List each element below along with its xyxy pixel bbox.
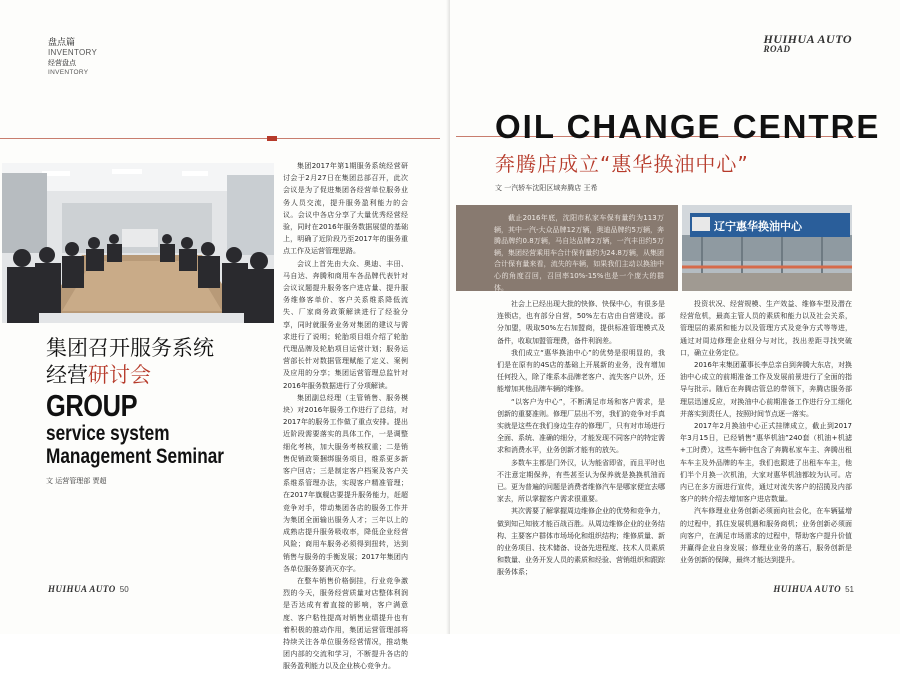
right-article-col1 (497, 298, 665, 579)
paragraph: 在整车销售价格倒挂，行业竞争激烈的今天，服务经营质量对店整体利润是否达成有着直接的影响，客户满意度、客户粘性提高对销售业绩提升也有着积极的推动作用，集团运营管理部将持续关注各单位服务经营情况，推动集团内部的交流和学习，不断提升各店的服务盈利能力以及企业核心竞争力。 (283, 576, 408, 671)
title-en-line2: service system (46, 422, 170, 445)
paragraph: 2017年2月换油中心正式挂牌成立，截止到2017年3月15日，已经销售“惠华机油”240套（机油+机滤+工时费），这些车辆中包含了奔腾私家车主、奔腾出租车车主及外品牌的车主，我们也跟进了出租车车主，他们半个月换一次机油，大家对惠华机油都较为认可。店内已在多方面进行宣传，通过对流失客户的招揽及内部客户的转介绍去增加客户进店数量。 (680, 422, 852, 504)
paragraph: 社会上已经出现大批的快修、快保中心，有很多是连锁店，也有部分自营，50%左右店由自营建设。部分加盟，吸取50%左右加盟商，提供标准管理模式及备件，收取加盟管理费，备件利润差。 (497, 300, 665, 345)
left-footer (48, 584, 129, 595)
subsection-en: INVENTORY (48, 69, 89, 76)
magazine-logo-right: HUIHUA AUTO (773, 584, 842, 594)
lead-text: 截止2016年底，沈阳市私家车保有量约为113万辆，其中一汽-大众品牌12万辆，奥迪品牌约5万辆，奔腾品牌约0.8万辆，马自达品牌2万辆，一汽丰田约5万辆，集团经营乘用车合计保有量约为24.8万辆，从集团合计保有量来看，流失的车辆，如果我们主动以换油中心的角度召回，召回率10%-15%也是一个庞大的群体。 (494, 214, 664, 292)
left-article-body (283, 160, 408, 673)
paragraph: 汽车修理业业务创新必须面向社会化，在车辆猛增的过程中，抓住发展机遇和服务商机；业务创新必须面向客户，在满足市场需求的过程中，帮助客户提升价值并赢得企业自身发展；修理业业务的落石，服务创新是业务创新的保障，最终才能达到提升。 (680, 507, 852, 565)
section-zh: 盘点篇 (48, 38, 76, 48)
paragraph: 会议上首先由大众、奥迪、丰田、马自达、奔腾和商用车各品牌代表针对会议议题提升服务客户进店量、提升服务维修客单价、客户关系维系降低流失、厂家商务政策解读进行了经验分享，同时就服务业务对集团的建议与需求进行了说明；轮胎项目组介绍了轮胎代理品牌及轮胎项目运营计划；服务运营部长针对数据管理赋能了定义、案例及应用的分享；集团运营管理总监针对2016年服务数据进行了分项解读。 (283, 259, 408, 390)
paragraph: 其次需要了解掌握周边维修企业的优势和竞争力，做到知己知彼才能百战百胜。从周边维修企业的业务结构、主要客户群体市场场化和组织结构；维修质量、新的业务项目、技术储备、设备先进程度、技术人员素质和数量、业务开发人员的素质和经验、营销组织和跟踪服务体系； (497, 507, 665, 577)
title-zh-line2 (46, 362, 214, 389)
lead-paragraph-box (456, 205, 678, 291)
logo-main: HUIHUA AUTO (763, 32, 852, 46)
section-header (48, 38, 97, 78)
paragraph: 集团副总经理（主管销售、服务模块）对2016年服务工作进行了总结，对2017年的服务工作做了重点安排。提出近阶段需要落实的具体工作，一是调整细化考核，加大服务考核权重；二是销售促销政策捆绑服务项目，维系更多新客户回店；三是制定客户档案及客户关系维系管理办法，实现客户精准管理；在2017年旗舰店要提升服务能力，赶超竞争对手，带动集团各店的服务工作并为集团全面输出服务人才；三年以上的成熟店提升服务吸收率，降低企业经营风险；商用车服务必须得到扭转，达到销售与服务的手衡发展；2017年集团内各单位服务要消灭亦字。 (283, 393, 408, 573)
title-zh-line1: 集团召开服务系统 (46, 336, 214, 360)
subsection-zh: 经营盘点 (48, 59, 76, 67)
paragraph: 我们成立“惠华换油中心”的优势是很明显的，我们是在原有的4S店的基础上开展新的业务，没有增加任何投入，除了维系本品牌老客户、流失客户以外，还能增加其他品牌车辆的维修。 (497, 348, 665, 394)
divider-rule (0, 138, 440, 139)
title-en-line1: GROUP (46, 388, 138, 423)
magazine-logo: HUIHUA AUTO (48, 584, 116, 594)
paragraph: “以客户为中心”，不断满足市场和客户需求，是创新的重要准则。修理厂层出不穷，我们的竞争对手真实就是这些在我们身边生存的修理厂，只有对市场进行全面、系统、准确的细分，才能发现不同客户的特定需求和消费水平，业务创新才能有的放矢。 (497, 397, 665, 455)
paragraph: 投资状况、经营规模、生产效益、维修车型及潜在经营危机，最高主管人员的素质和能力以及社会关系，管理层的素质和能力以及管理方式及竞争方式等等进，通过对周边修理企业细分与对比，找出差距寻找突破口，确立业务定位。 (680, 300, 852, 357)
title-zh-part: 经营 (46, 363, 88, 387)
logo-sub: ROAD (763, 44, 791, 54)
masthead-logo (763, 34, 852, 54)
article-title-en (46, 390, 263, 468)
author-credit: 文 运营管理部 贾超 (46, 477, 107, 485)
right-footer (773, 584, 854, 595)
title-zh-highlight: 研讨会 (88, 363, 151, 387)
meeting-photo (2, 163, 274, 323)
author-credit-right: 文 一汽轿车沈阳区域奔腾店 王希 (495, 184, 598, 192)
divider-accent (267, 136, 277, 141)
left-page (0, 0, 450, 671)
page-number-right: 51 (845, 585, 854, 594)
title-en-line3: Management Seminar (46, 445, 225, 468)
oil-centre-photo (682, 205, 852, 291)
article-title-zh (46, 335, 214, 389)
sign-text: 辽宁惠华换油中心 (714, 220, 802, 233)
paragraph: 2016年末集团董事长李总亲自到奔腾大东店，对换油中心成立的前期准备工作及发展前景进行了全面的指导与批示。随后在奔腾店管总的带领下，奔腾店服务部理层迅速反应，对换油中心前期准备工作进行分工细化并落实到责任人，按照时间节点逐一落实。 (680, 361, 852, 418)
page-number: 50 (119, 585, 129, 594)
article-subtitle-zh: 奔腾店成立“惠华换油中心” (495, 152, 749, 176)
right-article-col2 (680, 298, 852, 566)
article-title-en-right: OIL CHANGE CENTRE (495, 108, 881, 145)
paragraph: 多数车主都是门外汉，认为能省即省，而且平时也不注意定期保养，有些甚至认为保养就是换换机油而已。更为普遍的问题是消费者维修汽车是哪家便宜去哪家去，所以掌握客户需求很重要。 (497, 458, 665, 504)
paragraph: 集团2017年第1期服务系统经营研讨会于2月27日在集团总部召开，此次会议是为了促进集团各经营单位服务业务人员交流，提升服务盈利能力的会议。会议中各店分享了大量优秀经营经验，同时在2016年服务数据展望的基础上，明确了近阶段乃至2017年的服务重点工作及运营管理思路。 (283, 162, 408, 256)
section-en: INVENTORY (48, 48, 98, 57)
